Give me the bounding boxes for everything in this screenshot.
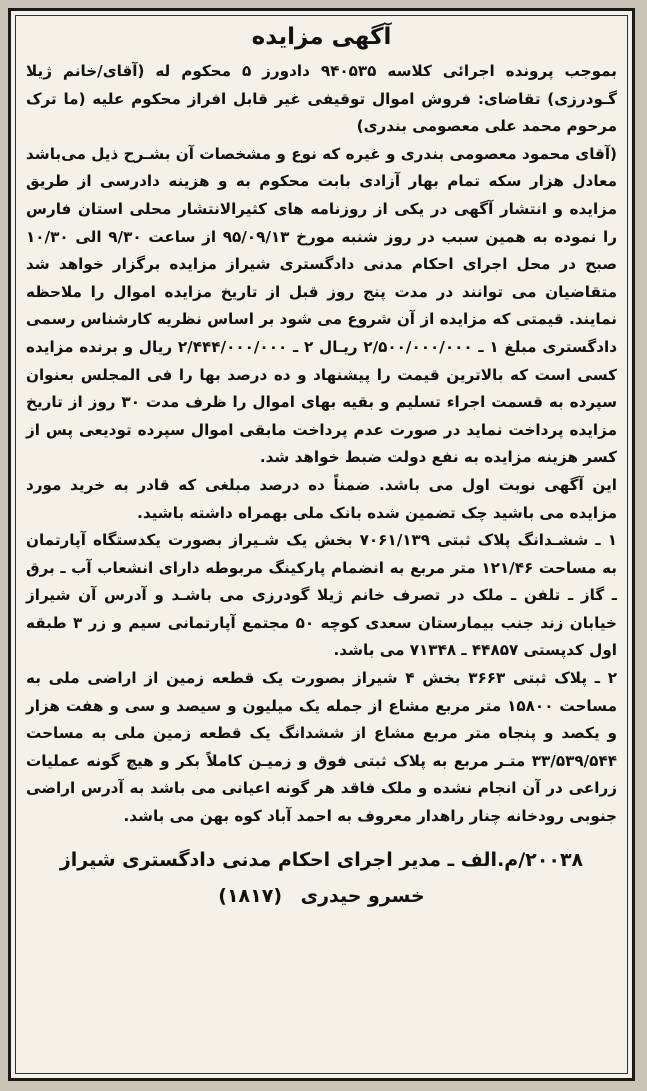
paragraph-property-2: ۲ ـ پلاک ثبتی ۳۶۶۳ بخش ۴ شیراز بصورت یک قطعه زمین از اراضی ملی به مساحت ۱۵۸۰۰ متر مربع مشاع از جمله یک میلیون و سیصد و سی و هفت هزار و یکصد و پنجاه متر مربع مشاع از ششدانگ یک قطعه زمین ملی به مساحت ۳۳/۵۳۹/۵۴۴ متـر مربع به پلاک ثبتی فوق و زمیـن کاملاً بکر و هیچ گونه عملیات زراعی در آن انجام نشده و ملک فاقد هر گونه اعیانی می باشد به آدرس اراضی جنوبی رودخانه چنار راهدار معروف به احمد آباد کوه بهن می باشد. — [26, 669, 617, 826]
notice-footer — [26, 845, 617, 911]
notice-frame — [8, 8, 635, 1081]
paragraph-auction-details: (آقای محمود معصومی بندری و غیره که نوع و مشخصات آن بشـرح ذیل می‌باشد معادل هزار سکه تمام بهار آزادی بابت محکوم به و هزینه دادرسی از طریق مزایده و انتشار آگهی در یکی از روزنامه های کثیرالانتشار محلی استان فارس را نموده به همین سبب در روز شنبه مورخ ۹۵/۰۹/۱۳ از ساعت ۹/۳۰ الی ۱۰/۳۰ صبح در محل اجرای احکام مدنی دادگستری شیراز مزایده برگزار خواهد شد متقاضیان می توانند در مدت پنج روز قبل از تاریخ مزایده اموال را ملاحظه نمایند. قیمتی که مزایده از آن شروع می شود بر اساس نظریه کارشناس رسمی دادگستری مبلغ ۱ ـ ۲/۵۰۰/۰۰۰/۰۰۰ ریـال ۲ ـ ۲/۴۴۴/۰۰۰/۰۰۰ ریال و برنده مزایده کسی است که بالاترین قیمت را پیشنهاد و ده درصد بها را فی المجلس بعنوان سپرده به قسمت اجراء تسلیم و بقیه بهای اموال را ظرف مدت ۳۰ روز از تاریخ مزایده پرداخت نماید در صورت عدم پرداخت مابقی اموال سپرده تودیعی پس از کسر هزینه مزایده به نفع دولت ضبط خواهد شد. — [26, 144, 617, 467]
paragraph-first-notice: این آگهی نوبت اول می باشد. ضمناً ده درصد مبلغی که قادر به خرید مورد مزایده می باشید چک تضمین شده بانک ملی بهمراه داشته باشید. — [26, 475, 617, 522]
notice-code: (۱۸۱۷) — [218, 884, 283, 907]
signature-line: ۲۰۰۳۸/م.الف ـ مدیر اجرای احکام مدنی دادگستری شیراز — [59, 848, 584, 871]
paragraph-property-1: ۱ ـ ششـدانگ پلاک ثبتی ۷۰۶۱/۱۳۹ بخش یک شـیراز بصورت یکدستگاه آپارتمان به مساحت ۱۲۱/۴۶ متر مربع به انضمام پارکینگ مربوطه دارای انشعاب آب ـ برق ـ گاز ـ تلفن ـ ملک در تصرف خانم ژیلا گودرزی می باشـد و آدرس آن شیراز خیابان زند جنب بیمارستان سعدی کوچه ۵۰ مجتمع آپارتمانی سیم و زر ۳ طبقه اول کدپستی ۴۴۸۵۷ ـ ۷۱۳۴۸ می باشد. — [26, 531, 617, 660]
notice-body — [26, 58, 617, 831]
signer-name: خسرو حیدری — [300, 884, 425, 907]
notice-inner — [15, 15, 628, 1074]
paragraph-case: بموجب پرونده اجرائی کلاسه ۹۴۰۵۳۵ دادورز ۵ محکوم له (آقای/خانم ژیلا گـودرزی) تقاضای: فروش اموال توقیفی غیر قابل افراز محکوم علیه (ما ترک مرحوم محمد علی معصومی بندری) — [26, 62, 617, 136]
notice-title: آگهی مزایده — [251, 24, 392, 50]
signer-row — [26, 881, 617, 911]
